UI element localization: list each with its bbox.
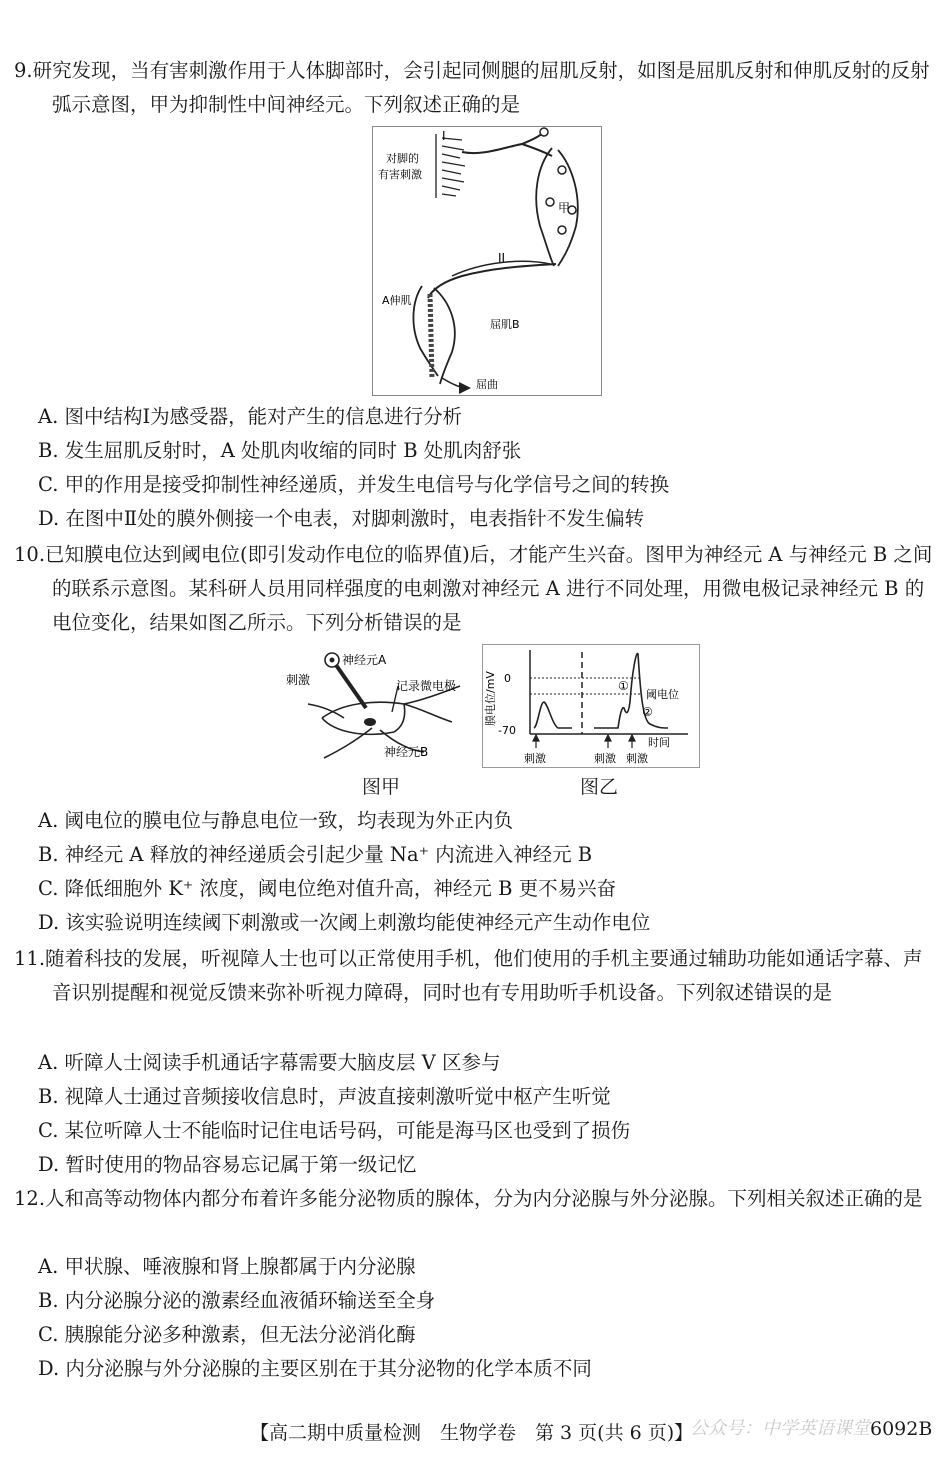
question-10-option-a: A. 阈电位的膜电位与静息电位一致，均表现为外正内负 (38, 809, 513, 832)
question-12-option-c: C. 胰腺能分泌多种激素，但无法分泌消化酶 (38, 1323, 416, 1346)
question-12-option-d: D. 内分泌腺与外分泌腺的主要区别在于其分泌物的化学本质不同 (38, 1357, 592, 1380)
question-12-stem: 12.人和高等动物体内都分布着许多能分泌物质的腺体，分为内分泌腺与外分泌腺。下列相关叙述正确的是 (14, 1187, 923, 1210)
y-axis-label: 膜电位/mV (484, 671, 497, 726)
question-10-stem: 10.已知膜电位达到阈电位(即引发动作电位的临界值)后，才能产生兴奋。图甲为神经元 A 与神经元 B 之间的联系示意图。某科研人员用同样强度的电刺激对神经元 A 进行不同处理，用微电极记录神经元 B 的电位变化，结果如图乙所示。下列分析错误的是 (14, 543, 933, 634)
question-11-stem: 11.随着科技的发展，听视障人士也可以正常使用手机，他们使用的手机主要通过辅助功能如通话字幕、声音识别提醒和视觉反馈来弥补听视力障碍，同时也有专用助听手机设备。下列叙述错误的是 (14, 947, 923, 1004)
label-electrode: 记录微电极 (396, 679, 457, 693)
caption-figure-yi: 图乙 (580, 776, 619, 798)
caption-figure-jia: 图甲 (362, 776, 401, 798)
question-10-option-d: D. 该实验说明连续阈下刺激或一次阈上刺激均能使神经元产生动作电位 (38, 911, 651, 934)
question-11-option-d: D. 暂时使用的物品容易忘记属于第一级记忆 (38, 1153, 417, 1176)
figure-yi (482, 644, 700, 768)
stim-label-3: 刺激 (626, 752, 648, 765)
bend-arrow (442, 378, 468, 388)
motor-fiber (428, 264, 556, 298)
label-stimulus-line2: 有害刺激 (378, 168, 422, 181)
watermark: 公众号：中学英语课堂 (690, 1418, 870, 1439)
bone (430, 294, 432, 378)
label-stimulus-line1: 对脚的 (386, 152, 419, 165)
label-I: I (442, 129, 446, 143)
spinal-cord-left (536, 148, 554, 266)
question-9-option-a: A. 图中结构Ⅰ为感受器，能对产生的信息进行分析 (38, 405, 463, 428)
neuron-diagram (284, 646, 474, 766)
neuron-b-nucleus (364, 718, 376, 726)
question-9-option-c: C. 甲的作用是接受抑制性神经递质，并发生电信号与化学信号之间的转换 (38, 473, 670, 496)
question-9 (14, 54, 936, 122)
question-12 (14, 1182, 936, 1216)
question-9-option-b: B. 发生屈肌反射时，A 处肌肉收缩的同时 B 处肌肉舒张 (38, 439, 522, 462)
paper-code: 6092B (870, 1418, 933, 1440)
x-axis-label: 时间 (648, 736, 670, 749)
ganglion-cell (540, 128, 548, 136)
label-A: A伸肌 (382, 294, 412, 307)
question-12-option-a: A. 甲状腺、唾液腺和肾上腺都属于内分泌腺 (38, 1255, 416, 1278)
interneuron-jia (546, 198, 554, 206)
question-10-option-b: B. 神经元 A 释放的神经递质会引起少量 Na⁺ 内流进入神经元 B (38, 843, 593, 866)
mark-1: ① (618, 679, 629, 693)
threshold-label: 阈电位 (646, 688, 679, 701)
y-tick-0: 0 (504, 672, 511, 685)
membrane-potential-chart (482, 644, 700, 768)
reflex-arc-diagram (372, 126, 602, 396)
stim-label-1: 刺激 (524, 752, 546, 765)
label-neuron-b: 神经元B (384, 745, 429, 759)
figure-jia (284, 646, 474, 766)
label-jia: 甲 (558, 201, 571, 215)
question-10-option-c: C. 降低细胞外 K⁺ 浓度，阈电位绝对值升高，神经元 B 更不易兴奋 (38, 877, 617, 900)
label-bend: 屈曲 (476, 378, 498, 391)
y-tick-neg70: -70 (498, 724, 516, 737)
stim-label-2: 刺激 (594, 752, 616, 765)
question-11-option-b: B. 视障人士通过音频接收信息时，声波直接刺激听觉中枢产生听觉 (38, 1085, 611, 1108)
skin-receptor-hatching (436, 134, 465, 198)
neuron-a-axon (336, 665, 366, 708)
question-11 (14, 942, 936, 1010)
sensory-fiber (462, 132, 544, 153)
label-B: 屈肌B (490, 318, 520, 331)
page-footer: 【高二期中质量检测 生物学卷 第 3 页(共 6 页)】 (250, 1422, 694, 1444)
flexor-muscle (434, 288, 455, 384)
label-stimulus: 刺激 (286, 673, 311, 687)
trace-subthreshold (534, 702, 572, 728)
reflex-arc-figure (372, 126, 602, 396)
question-11-option-a: A. 听障人士阅读手机通话字幕需要大脑皮层 V 区参与 (38, 1051, 501, 1074)
label-neuron-a: 神经元A (342, 653, 387, 667)
question-11-option-c: C. 某位听障人士不能临时记住电话号码，可能是海马区也受到了损伤 (38, 1119, 631, 1142)
extensor-muscle (413, 286, 438, 376)
label-II: II (498, 251, 506, 265)
question-9-stem: 9.研究发现，当有害刺激作用于人体脚部时，会引起同侧腿的屈肌反射，如图是屈肌反射和伸肌反射的反射弧示意图，甲为抑制性中间神经元。下列叙述正确的是 (14, 59, 930, 116)
question-12-option-b: B. 内分泌腺分泌的激素经血液循环输送至全身 (38, 1289, 436, 1312)
mark-2: ② (642, 705, 653, 719)
question-10 (14, 538, 936, 640)
question-9-option-d: D. 在图中Ⅱ处的膜外侧接一个电表，对脚刺激时，电表指针不发生偏转 (38, 507, 645, 530)
